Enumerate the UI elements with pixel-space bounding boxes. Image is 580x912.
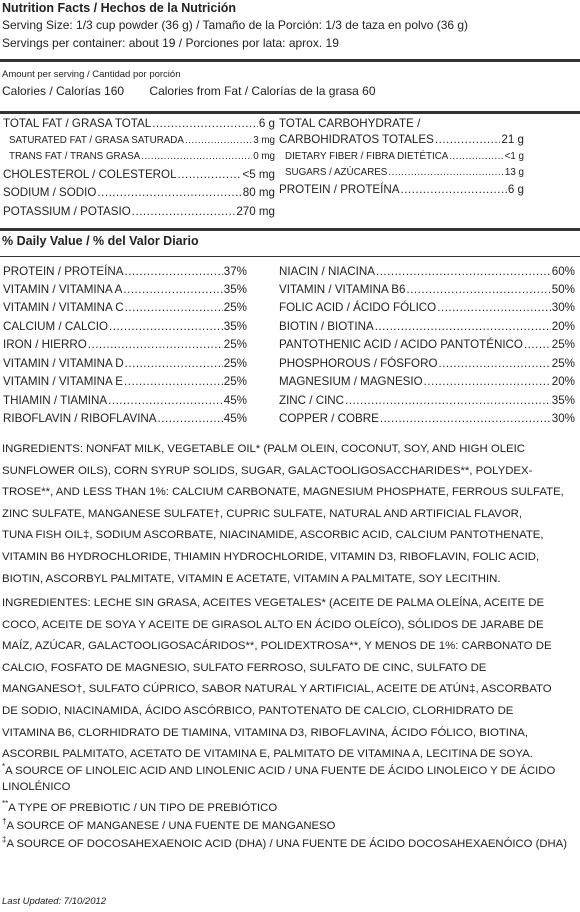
nutrient-row [3,186,275,200]
daily-value-row: BIOTIN / BIOTINA ..... 20% [279,320,575,334]
nutrient-row [279,150,524,164]
nutrient-row [3,117,275,131]
servings-per-container: Servings per container: about 19 / Porciones por lata: aprox. 19 [2,36,339,50]
daily-value-row: VITAMIN / VITAMINA E ..... 25% [3,375,247,389]
nutrient-value: 3 mg [253,135,275,146]
daily-value-row: CALCIUM / CALCIO ..... 35% [3,320,247,334]
nutrient-row [3,150,275,164]
nutrient-label: CHOLESTEROL / COLESTEROL [3,168,177,181]
calories-line [2,84,376,98]
nutrient-label: TRANS FAT / TRANS GRASA [9,151,141,162]
nutrient-row [3,134,275,148]
daily-value-row: RIBOFLAVIN / RIBOFLAVINA ..... 45% [3,412,247,426]
daily-value-row: THIAMIN / TIAMINA ..... 45% [3,394,247,408]
divider-thick [0,111,580,114]
nutrient-label: SATURATED FAT / GRASA SATURADA [9,135,184,146]
daily-value-row: COPPER / COBRE ..... 30% [279,412,575,426]
last-updated: Last Updated: 7/10/2012 [2,896,107,907]
daily-value-row: PROTEIN / PROTEÍNA ..... 37% [3,265,247,279]
daily-value-row: VITAMIN / VITAMINA B6 ..... 50% [279,283,575,297]
nutrient-value: <1 g [504,151,524,162]
nutrition-facts-title: Nutrition Facts / Hechos de la Nutrición [2,1,237,15]
nutrient-value: 6 g [507,183,524,196]
daily-value-row: ZINC / CINC ..... 35% [279,394,575,408]
daily-value-row: NIACIN / NIACINA ..... 60% [279,265,575,279]
nutrient-row [279,166,524,180]
divider-thin [0,256,580,257]
daily-value-row: VITAMIN / VITAMINA D ..... 25% [3,357,247,371]
amount-per-serving: Amount per serving / Cantidad por porción [2,69,181,80]
nutrient-row [3,168,275,182]
daily-value-title: % Daily Value / % del Valor Diario [2,234,199,248]
footnote: **A TYPE OF PREBIOTIC / UN TIPO DE PREBIÓTICO [2,799,278,814]
carbohydrate-heading: TOTAL CARBOHYDRATE / [279,117,421,130]
nutrient-value: 0 mg [253,151,275,162]
footnote: †A SOURCE OF MANGANESE / UNA FUENTE DE MANGANESO [2,817,336,832]
nutrient-value: 13 g [504,167,524,178]
daily-value-row: FOLIC ACID / ÁCIDO FÓLICO ..... 30% [279,301,575,315]
calories-from-fat: Calories from Fat / Calorías de la grasa 60 [149,84,376,98]
nutrient-row [3,205,275,219]
nutrient-value: 6 g [258,117,275,130]
daily-value-row: MAGNESIUM / MAGNESIO ..... 20% [279,375,575,389]
nutrient-value: 21 g [501,133,524,146]
daily-value-row: VITAMIN / VITAMINA C ..... 25% [3,301,247,315]
nutrient-value: 80 mg [242,186,275,199]
daily-value-row: IRON / HIERRO ..... 25% [3,338,247,352]
footnote: *A SOURCE OF LINOLEIC ACID AND LINOLENIC ACID / UNA FUENTE DE ÁCIDO LINOLEICO Y DE ÁCIDO LINOLÉNICO [2,762,556,793]
serving-size: Serving Size: 1/3 cup powder (36 g) / Tamaño de la Porción: 1/3 de taza en polvo (36 g) [2,18,469,32]
nutrient-row [279,133,524,147]
daily-value-row: PANTOTHENIC ACID / ACIDO PANTOTÉNICO ..... 25% [279,338,575,352]
divider-thick [0,59,580,62]
nutrient-label: SODIUM / SODIO [3,186,97,199]
nutrient-row [279,183,524,197]
daily-value-row: VITAMIN / VITAMINA A ..... 35% [3,283,247,297]
ingredients-english: INGREDIENTS: NONFAT MILK, VEGETABLE OIL* (PALM OLEIN, COCONUT, SOY, AND HIGH OLEIC SUNFLOWER OILS), CORN SYRUP SOLIDS, SUGAR, GALACTOOLIGOSACCHARIDES**, POLYDEX- TROSE**, AND LESS THAN 1%: CALCIUM CARBONATE, MAGNESIUM PHOSPHATE, FERROUS SULFATE, ZINC SULFATE, MANGANESE SULFATE†, CUPRIC SULFATE, NATURAL AND ARTIFICIAL FLAVOR, TUNA FISH OIL‡, SODIUM ASCORBATE, NIACINAMIDE, ASCORBIC ACID, CALCIUM PANTOTHENATE, VITAMIN B6 HYDROCHLORIDE, THIAMIN HYDROCHLORIDE, VITAMIN D3, RIBOFLAVIN, FOLIC ACID, BIOTIN, ASCORBYL PALMITATE, VITAMIN E ACETATE, VITAMIN A PALMITATE, SOY LECITHIN. [2,443,564,585]
nutrient-value: 270 mg [236,205,275,218]
nutrient-label: TOTAL FAT / GRASA TOTAL [3,117,152,130]
nutrient-label: CARBOHIDRATOS TOTALES [279,133,434,146]
footnote: ‡A SOURCE OF DOCOSAHEXAENOIC ACID (DHA) / UNA FUENTE DE ÁCIDO DOCOSAHEXAENÓICO (DHA) [2,835,567,850]
nutrient-label: PROTEIN / PROTEÍNA [279,183,400,196]
calories-total: Calories / Calorías 160 [2,84,125,98]
divider-thick [0,228,580,231]
nutrient-value: <5 mg [242,168,275,181]
nutrient-label: POTASSIUM / POTASIO [3,205,131,218]
nutrient-label: DIETARY FIBER / FIBRA DIETÉTICA [285,151,449,162]
ingredients-spanish: INGREDIENTES: LECHE SIN GRASA, ACEITES VEGETALES* (ACEITE DE PALMA OLEÍNA, ACEITE DE COCO, ACEITE DE SOYA Y ACEITE DE GIRASOL ALTO EN ÁCIDO OLEÍCO), SÓLIDOS DE JARABE DE MAÍZ, AZÚCAR, GALACTOOLIGOSACÁRIDOS**, POLIDEXTROSA**, Y MENOS DE 1%: CARBONATO DE CALCIO, FOSFATO DE MAGNESIO, SULFATO FERROSO, SULFATO DE CINC, SULFATO DE MANGANESO†, SULFATO CÚPRICO, SABOR NATURAL Y ARTIFICIAL, ACEITE DE ATÚN‡, ASCORBATO DE SODIO, NIACINAMIDA, ÁCIDO ASCÓRBICO, PANTOTENATO DE CALCIO, CLORHIDRATO DE VITAMINA B6, CLORHIDRATO DE TIAMINA, VITAMINA D3, RIBOFLAVINA, ÁCIDO FÓLICO, BIOTINA, ASCORBIL PALMITATO, ACETATO DE VITAMINA E, PALMITATO DE VITAMINA A, LECITINA DE SOYA. [2,597,552,761]
daily-value-row: PHOSPHOROUS / FÓSFORO ..... 25% [279,357,575,371]
nutrient-label: SUGARS / AZÚCARES [285,167,388,178]
